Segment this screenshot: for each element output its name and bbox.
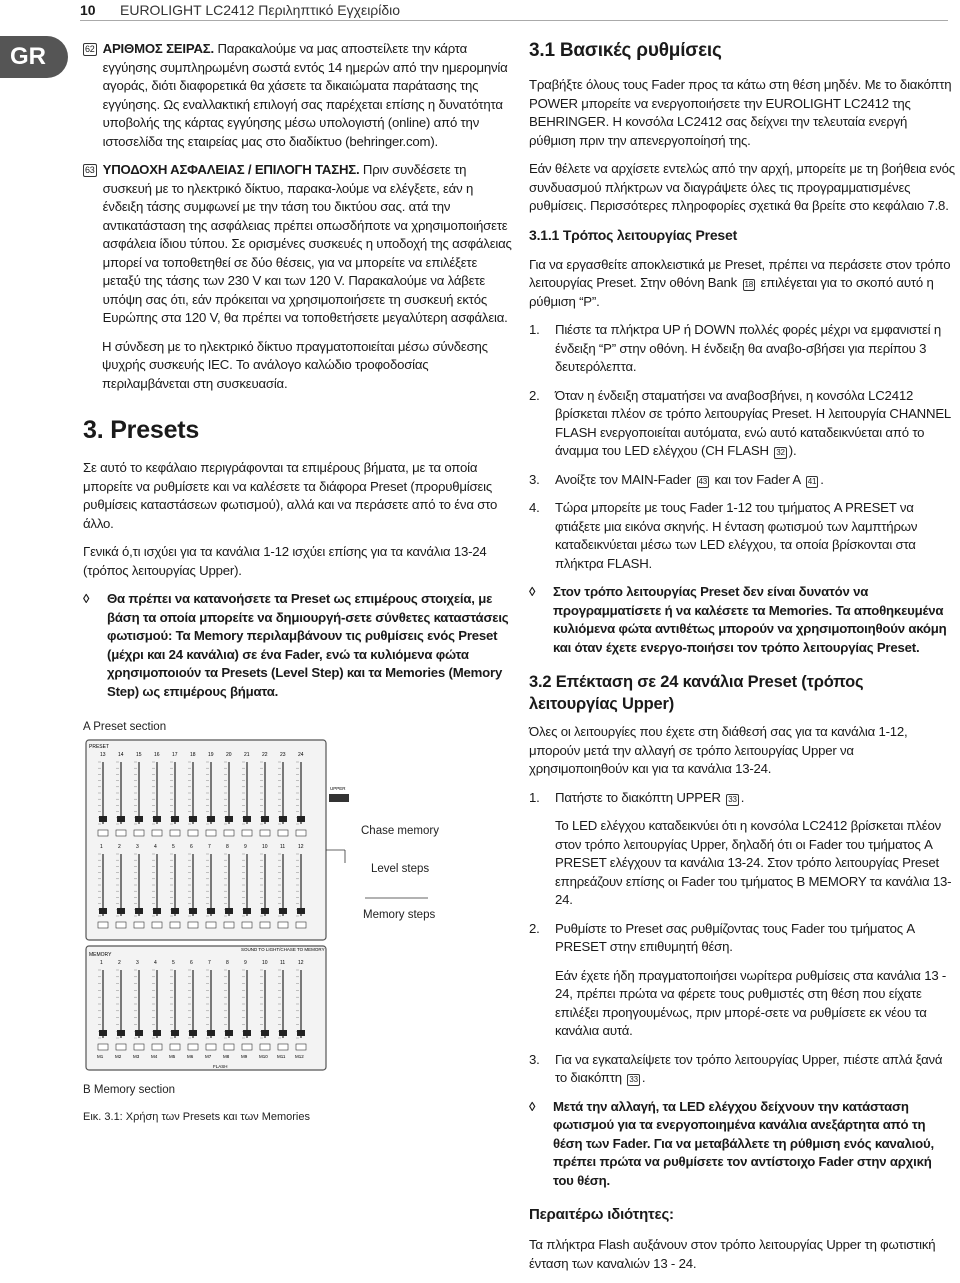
- flash-button: [152, 1044, 162, 1050]
- figure-caption: Εικ. 3.1: Χρήση των Presets και των Memories: [83, 1111, 310, 1123]
- flash-button: [296, 922, 306, 928]
- memory-label: M6: [187, 1054, 194, 1059]
- para-reset: Εάν θέλετε να αρχίσετε εντελώς από την αρχή, μπορείτε με τη βοήθεια ενός συνδυασμού πλήκτρων να διαγράψετε όλες τις προγραμματισμένες ρυθμίσεις. Περισσότερες πληροφορίες σχετικά θα βρείτε στο κεφάλαιο 7.8.: [529, 161, 955, 213]
- flash-button: [278, 830, 288, 836]
- upper-step-3: [529, 1051, 955, 1088]
- fader-knob: [117, 816, 125, 822]
- header-rule: [80, 20, 948, 21]
- flash-button: [296, 830, 306, 836]
- section-heading: 3. Presets: [83, 416, 200, 444]
- note-text: Στον τρόπο λειτουργίας Preset δεν είναι δυνατόν να προγραμματίσετε ή να καλέσετε τα Memories. Τα αποθηκευμένα κυλιόμενα φώτα αντιθέτως μπορούν να χρησιμοποιηθούν ακόμη και όταν έχετε ενεργο-ποιήσει τον τρόπο λειτουργίας Preset.: [553, 584, 947, 655]
- channel-number: 12: [298, 960, 304, 966]
- fader-knob: [189, 1030, 197, 1036]
- note-block: [529, 1098, 955, 1191]
- flash-button: [188, 922, 198, 928]
- channel-number: 10: [262, 960, 268, 966]
- diamond-icon: ◊: [529, 1098, 536, 1114]
- step-4: [529, 499, 955, 573]
- channel-number: 16: [154, 752, 160, 758]
- fader-knob: [279, 816, 287, 822]
- flash-button: [260, 1044, 270, 1050]
- fader-knob: [189, 816, 197, 822]
- channel-number: 17: [172, 752, 178, 758]
- memory-label: M1: [97, 1054, 104, 1059]
- item-lead: ΑΡΙΘΜΟΣ ΣΕΙΡΑΣ.: [102, 41, 214, 56]
- channel-number: 8: [226, 960, 229, 966]
- fader-knob: [243, 816, 251, 822]
- step-1: [529, 321, 955, 377]
- channel-number: 4: [154, 960, 157, 966]
- figure-3-1: [83, 718, 443, 1128]
- channel-number: 5: [172, 960, 175, 966]
- channel-number: 11: [280, 844, 286, 850]
- diamond-icon: ◊: [529, 584, 536, 599]
- step-text: .: [740, 789, 745, 805]
- step-number: 2.: [529, 387, 540, 403]
- step-text: και τον Fader A: [711, 471, 804, 487]
- fader-knob: [261, 1030, 269, 1036]
- left-column: [83, 40, 513, 711]
- channel-number: 8: [226, 844, 229, 850]
- right-column: [529, 40, 955, 1283]
- channel-number: 23: [280, 752, 286, 758]
- flash-button: [188, 1044, 198, 1050]
- channel-number: 2: [118, 844, 121, 850]
- memory-label: M11: [277, 1054, 286, 1059]
- fader-knob: [261, 816, 269, 822]
- channel-number: 19: [208, 752, 214, 758]
- step-number: 1.: [529, 322, 540, 337]
- memory-tag: MEMORY: [89, 952, 112, 958]
- fader-knob: [261, 908, 269, 914]
- upper-tag: UPPER: [330, 786, 346, 791]
- channel-number: 2: [118, 960, 121, 966]
- fader-knob: [297, 908, 305, 914]
- item-text: Πριν συνδέσετε τη συσκευή με το ηλεκτρικό δίκτυο, παρακα-λούμε να ελέγξετε, εάν η ένδειξη τάσης συμφωνεί με την τάση του δικτύου σας. ατά την αντικατάσταση της ασφάλειας πρέπει οπωσδήποτε να χρησιμοποιήσετε ασφάλεια ίδιου τύπου. Σε ορισμένες συσκευές η υποδοχή της ασφάλειας μπορεί να τοποθετηθεί σε δύο θέσεις, για να μπορείτε να επιλέξετε μεταξύ της τάσης των 230 V και των 120 V. Παρακαλούμε να λάβετε υπόψη σας ότι, εάν πρόκειται να χρησιμοποιήσετε τη συσκευή εκτός Ευρώπης στα 120 V, θα πρέπει να τοποθετήσετε μεγαλύτερη ασφάλεια.: [102, 162, 512, 325]
- channel-number: 9: [244, 844, 247, 850]
- fader-knob: [171, 816, 179, 822]
- channel-number: 10: [262, 844, 268, 850]
- text: επιλέγεται για το σκοπό αυτό η ρύθμιση “P”.: [529, 275, 934, 309]
- channel-number: 21: [244, 752, 250, 758]
- fader-knob: [135, 908, 143, 914]
- flash-button: [206, 922, 216, 928]
- memory-label: M4: [151, 1054, 158, 1059]
- flash-button: [242, 830, 252, 836]
- channel-number: 6: [190, 844, 193, 850]
- step-number: 3.: [529, 471, 540, 487]
- b-memory-label: B Memory section: [83, 1084, 176, 1096]
- fader-knob: [225, 1030, 233, 1036]
- flash-button: [116, 1044, 126, 1050]
- upper-paragraph: Γενικά ό,τι ισχύει για τα κανάλια 1-12 ισχύει επίσης για τα κανάλια 13-24 (τρόπος λειτουργίας Upper).: [83, 544, 487, 578]
- ref-number: 41: [807, 476, 817, 486]
- step-text: .: [820, 471, 824, 487]
- channel-number: 1: [100, 844, 103, 850]
- fader-knob: [153, 816, 161, 822]
- fader-knob: [171, 1030, 179, 1036]
- heading-3-2: 3.2 Επέκταση σε 24 κανάλια Preset (τρόπος λειτουργίας Upper): [529, 673, 864, 713]
- channel-number: 20: [226, 752, 232, 758]
- para-flash: Τα πλήκτρα Flash αυξάνουν στον τρόπο λειτουργίας Upper τη φωτιστική ένταση των καναλιών 13 - 24.: [529, 1237, 936, 1271]
- flash-button: [134, 1044, 144, 1050]
- page-number: 10: [80, 2, 96, 18]
- note-block: [529, 583, 955, 657]
- console-diagram: [83, 738, 443, 1078]
- upper-step-2-detail: Εάν έχετε ήδη πραγματοποιήσει νωρίτερα ρυθμίσεις στα κανάλια 13 - 24, πρέπει πρώτα να φέρετε τους ρυθμιστές στη θέση που είχατε επιλέξει προηγουμένως, πριν μπορέ-σετε να ρυθμίσετε εκ νέου τα κανάλια αυτά.: [555, 967, 947, 1038]
- flash-button: [152, 922, 162, 928]
- channel-number: 13: [100, 752, 106, 758]
- item-62: [83, 40, 513, 151]
- channel-number: 6: [190, 960, 193, 966]
- level-steps-label: Level steps: [371, 863, 430, 875]
- channel-number: 18: [190, 752, 196, 758]
- step-text: Πατήστε το διακόπτη UPPER: [555, 789, 725, 805]
- channel-number: 1: [100, 960, 103, 966]
- flash-button: [296, 1044, 306, 1050]
- channel-number: 11: [280, 960, 286, 966]
- running-title: EUROLIGHT LC2412 Περιληπτικό Εγχειρίδιο: [120, 2, 401, 18]
- flash-button: [170, 922, 180, 928]
- ref-number: 18: [744, 280, 754, 289]
- step-text: ).: [788, 443, 797, 458]
- flash-button: [98, 1044, 108, 1050]
- flash-button: [98, 830, 108, 836]
- step-text: Πιέστε τα πλήκτρα UP ή DOWN πολλές φορές μέχρι να εμφανιστεί η ένδειξη “P” στην οθόνη. Η ένδειξη θα αναβο-σβήσει για περίπου 3 δευτερόλεπτα.: [555, 322, 941, 374]
- sound-tag: SOUND TO LIGHT/CHASE TO MEMORY: [241, 947, 325, 952]
- channel-number: 5: [172, 844, 175, 850]
- language-tab: GR: [0, 36, 68, 78]
- fader-knob: [207, 1030, 215, 1036]
- preset-tag: PRESET: [89, 744, 110, 750]
- channel-number: 24: [298, 752, 304, 758]
- memory-label: M8: [223, 1054, 230, 1059]
- channel-number: 7: [208, 844, 211, 850]
- step-2: [529, 387, 955, 461]
- upper-step-1: [529, 789, 955, 808]
- channel-number: 12: [298, 844, 304, 850]
- ref-number: 43: [698, 476, 708, 486]
- memory-label: M9: [241, 1054, 248, 1059]
- flash-button: [206, 830, 216, 836]
- memory-label: M5: [169, 1054, 176, 1059]
- fader-knob: [99, 1030, 107, 1036]
- fader-knob: [279, 1030, 287, 1036]
- memory-label: M12: [295, 1054, 304, 1059]
- para-preset-mode: [529, 256, 955, 312]
- flash-button: [98, 922, 108, 928]
- ref-number: 32: [776, 448, 785, 457]
- step-number: 4.: [529, 500, 540, 515]
- heading-further: Περαιτέρω ιδιότητες:: [529, 1206, 674, 1223]
- step-number: 3.: [529, 1051, 540, 1067]
- flash-button: [206, 1044, 216, 1050]
- memory-section-panel: [86, 946, 326, 1070]
- channel-number: 7: [208, 960, 211, 966]
- flash-button: [260, 922, 270, 928]
- fader-knob: [297, 816, 305, 822]
- flash-button: [116, 922, 126, 928]
- fader-knob: [153, 908, 161, 914]
- heading-3-1-1: 3.1.1 Τρόπος λειτουργίας Preset: [529, 226, 738, 243]
- memory-steps-label: Memory steps: [363, 909, 436, 921]
- fader-knob: [135, 1030, 143, 1036]
- memory-label: M3: [133, 1054, 140, 1059]
- ref-number: 33: [629, 1075, 638, 1084]
- fader-knob: [189, 908, 197, 914]
- flash-tag: FLASH: [213, 1064, 228, 1069]
- fader-knob: [117, 908, 125, 914]
- flash-button: [242, 922, 252, 928]
- memory-label: M7: [205, 1054, 212, 1059]
- step-3: [529, 471, 955, 490]
- note-block: [83, 590, 513, 701]
- channel-number: 15: [136, 752, 142, 758]
- channel-number: 22: [262, 752, 268, 758]
- flash-button: [224, 922, 234, 928]
- fader-knob: [225, 908, 233, 914]
- fader-knob: [117, 1030, 125, 1036]
- flash-button: [278, 922, 288, 928]
- channel-number: 3: [136, 844, 139, 850]
- item-63-text2: Η σύνδεση με το ηλεκτρικό δίκτυο πραγματοποιείται μέσω σύνδεσης ψυχρής συσκευής IEC. Το ανάλογο καλώδιο τροφοδοσίας περιλαμβάνεται στη συσκευασία.: [102, 338, 488, 391]
- heading-3-1: 3.1 Βασικές ρυθμίσεις: [529, 40, 722, 61]
- fader-knob: [207, 908, 215, 914]
- step-text: Όταν η ένδειξη σταματήσει να αναβοσβήνει, η κονσόλα LC2412 βρίσκεται πλέον σε τρόπο λειτουργίας Preset. Η λειτουργία CHANNEL FLASH ενεργοποιείται αυτόματα, ενώ αυτό καταδεικνύεται από το άναμμα του LED ελέγχου (CH FLASH: [555, 387, 951, 458]
- fader-knob: [297, 1030, 305, 1036]
- item-text: Παρακαλούμε να μας αποστείλετε την κάρτα εγγύησης συμπληρωμένη σωστά εντός 14 ημερών από την ημερομηνία αγοράς, διότι διαφορετικά θα χάσετε τα δικαιώματα παράτασης της εγγύησης. Ως εναλλακτική επιλογή σας παρέχεται επίσης η δυνατότητα υποβολής της κάρτας εγγύησης μέσω υπολογιστή (online) από την ιστοσελίδα της εταιρείας μας στο διαδίκτυο (behringer.com).: [102, 41, 508, 149]
- flash-button: [170, 830, 180, 836]
- memory-label: M10: [259, 1054, 268, 1059]
- fader-knob: [153, 1030, 161, 1036]
- page-header: [0, 0, 960, 22]
- flash-button: [170, 1044, 180, 1050]
- flash-button: [242, 1044, 252, 1050]
- flash-button: [278, 1044, 288, 1050]
- step-number: 2.: [529, 920, 540, 936]
- fader-knob: [243, 908, 251, 914]
- step-text: Τώρα μπορείτε με τους Fader 1-12 του τμήματος A PRESET να φτιάξετε μια εικόνα σκηνής. Η ένταση φωτισμού των λαμπτήρων καταδεικνύεται μέσω των LED ελέγχου, τα οποία βρίσκονται στα πλήκτρα FLASH.: [555, 500, 918, 571]
- channel-number: 3: [136, 960, 139, 966]
- ref-number: 33: [728, 794, 737, 804]
- flash-button: [152, 830, 162, 836]
- flash-button: [260, 830, 270, 836]
- step-text: Ρυθμίστε το Preset σας ρυθμίζοντας τους Fader του τμήματος A PRESET στην επιθυμητή θέση.: [555, 920, 915, 954]
- para-upper: Όλες οι λειτουργίες που έχετε στη διάθεσή σας για τα κανάλια 1-12, μπορούν μετά την αλλαγή σε τρόπο λειτουργίας Upper να χρησιμοποιηθούν και για τα κανάλια 13-24.: [529, 724, 908, 776]
- memory-label: M2: [115, 1054, 122, 1059]
- flash-button: [224, 1044, 234, 1050]
- text: Για να εργασθείτε αποκλειστικά με Preset, πρέπει να περάσετε στον τρόπο λειτουργίας Preset. Στην οθόνη Bank: [529, 256, 951, 290]
- fader-knob: [279, 908, 287, 914]
- para-power: Τραβήξτε όλους τους Fader προς τα κάτω στη θέση μηδέν. Με το διακόπτη POWER μπορείτε να ενεργοποιήσετε την EUROLIGHT LC2412 της BEHRINGER. Η κονσόλα LC2412 σας δείχνει την τελευταία ενεργή ρύθμιση πριν την απενεργοποίησή της.: [529, 77, 952, 148]
- fader-knob: [243, 1030, 251, 1036]
- upper-button: [329, 794, 349, 802]
- a-preset-label: A Preset section: [83, 721, 167, 733]
- flash-button: [224, 830, 234, 836]
- flash-button: [116, 830, 126, 836]
- chase-memory-label: Chase memory: [361, 825, 439, 837]
- note-text: Θα πρέπει να κατανοήσετε τα Preset ως επιμέρους στοιχεία, με βάση τα οποία μπορείτε να δημιουργή-σετε σύνθετες καταστάσεις φωτισμού: Τα Memory περιλαμβάνουν τις ρυθμίσεις ενός Preset (μέχρι και 24 κανάλια) σε ένα Fader, ενώ τα κυλιόμενα φώτα χρησιμοποιούν τα Presets (Level Step) και τα Memories (Memory Step) ως επιμέρους βήματα.: [107, 591, 509, 699]
- note-text: Μετά την αλλαγή, τα LED ελέγχου δείχνουν την κατάσταση φωτισμού για τα ενεργοποιημένα κανάλια ανεξάρτητα από τη θέση των Fader. Για να μεταβάλλετε τη ρύθμιση ενός καναλιού, πρέπει πρώτα να ρυθμίσετε τον αντίστοιχο Fader στην αρχική του θέση.: [553, 1098, 934, 1188]
- step-text: Ανοίξτε τον MAIN-Fader: [555, 471, 695, 487]
- flash-button: [134, 922, 144, 928]
- upper-step-1-detail: Το LED ελέγχου καταδεικνύει ότι η κονσόλα LC2412 βρίσκεται πλέον στον τρόπο λειτουργίας Upper, δηλαδή ότι οι Fader του τμήματος A PRESET ελέγχουν τα κανάλια 13-24. Στον τρόπο λειτουργίας Preset επηρεάζουν επίσης οι Fader του τμήματος B MEMORY τα κανάλια 13-24.: [555, 818, 952, 907]
- item-number: 63: [85, 165, 95, 175]
- item-63: [83, 161, 513, 328]
- intro-paragraph: Σε αυτό το κεφάλαιο περιγράφονται τα επιμέρους βήματα, με τα οποία μπορείτε να ρυθμίσετε και να καλέσετε τα διάφορα Preset (προρυθμίσεις ρυθμίσεις καταστάσεων φωτισμού), αλλά και να περάσετε από το ένα στο άλλο.: [83, 460, 498, 531]
- fader-knob: [99, 908, 107, 914]
- fader-knob: [171, 908, 179, 914]
- diamond-icon: ◊: [83, 591, 90, 606]
- channel-number: 14: [118, 752, 124, 758]
- item-number: 62: [85, 44, 95, 54]
- fader-knob: [207, 816, 215, 822]
- fader-knob: [225, 816, 233, 822]
- channel-number: 4: [154, 844, 157, 850]
- fader-knob: [135, 816, 143, 822]
- fader-knob: [99, 816, 107, 822]
- item-lead: ΥΠΟΔΟΧΗ ΑΣΦΑΛΕΙΑΣ / ΕΠΙΛΟΓΗ ΤΑΣΗΣ.: [102, 162, 360, 177]
- flash-button: [188, 830, 198, 836]
- channel-number: 9: [244, 960, 247, 966]
- step-text: .: [641, 1070, 646, 1085]
- step-text: Για να εγκαταλείψετε τον τρόπο λειτουργίας Upper, πιέστε απλά ξανά το διακόπτη: [555, 1051, 943, 1085]
- step-number: 1.: [529, 789, 540, 805]
- upper-step-2: [529, 920, 955, 957]
- flash-button: [134, 830, 144, 836]
